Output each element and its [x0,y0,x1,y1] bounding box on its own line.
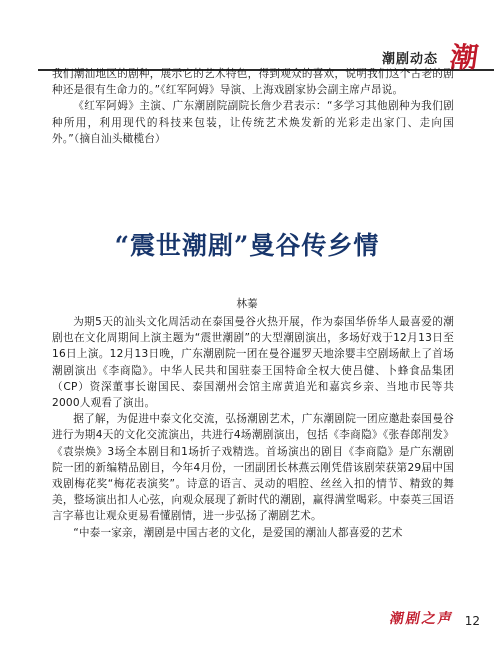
magazine-signature-logo: 潮剧之声 [388,611,456,627]
article-body [52,314,454,541]
magazine-logo-icon: 潮 [447,41,481,74]
continued-article [52,66,454,147]
article-author: 林蓁 [236,298,258,310]
paragraph: “中泰一家亲，潮剧是中国古老的文化，是爱国的潮汕人都喜爱的艺术 [73,526,403,539]
paragraph: 我们潮汕地区的剧种，展示它的艺术特色，得到观众的喜欢，说明我们这个古老的剧种还是很有生命力的。”《红军阿姆》导演、上海戏剧家协会副主席卢昂说。 [52,68,454,97]
article-headline: “震世潮剧”曼谷传乡情 [114,231,380,260]
paragraph: 《红军阿姆》主演、广东潮剧院副院长詹少君表示：“多学习其他剧种为我们剧种所用，利用现代的科技来包装，让传统艺术焕发新的光彩走出家门、走向国外。”（摘自汕头橄榄台） [52,100,454,145]
paragraph: 据了解，为促进中泰文化交流，弘扬潮剧艺术，广东潮剧院一团应邀赴泰国曼谷进行为期4天的文化交流演出，共进行4场潮剧演出，包括《李商隐》《张春郎削发》《袁崇焕》3场全本剧目和1场折子戏精选。首场演出的剧目《李商隐》是广东潮剧院一团的新编精品剧目，今年4月份，一团副团长林燕云刚凭借该剧荣获第29届中国戏剧梅花奖“梅花表演奖”。诗意的语言、灵动的唱腔、丝丝入扣的情节、精致的舞美，整场演出扣人心弦，向观众展现了新时代的潮剧，赢得满堂喝彩。中泰英三国语言字幕也让观众更易看懂剧情，进一步弘扬了潮剧艺术。 [52,413,454,523]
page-header [0,22,494,74]
paragraph: 为期5天的汕头文化周活动在泰国曼谷火热开展，作为泰国华侨华人最喜爱的潮剧也在文化周期间上演主题为“震世潮剧”的大型潮剧演出，多场好戏于12月13日至16日上演。12月13日晚，广东潮剧院一团在曼谷暹罗天地涂婴丰空剧场献上了首场潮剧演出《李商隐》。中华人民共和国驻泰王国特命全权大使吕健、卜蜂食品集团（CP）资深董事长谢国民、泰国潮州会馆主席黄追光和嘉宾乡亲、当地市民等共2000人观看了演出。 [52,316,454,410]
page-number: 12 [464,614,480,628]
section-title: 潮剧动态 [381,52,438,67]
